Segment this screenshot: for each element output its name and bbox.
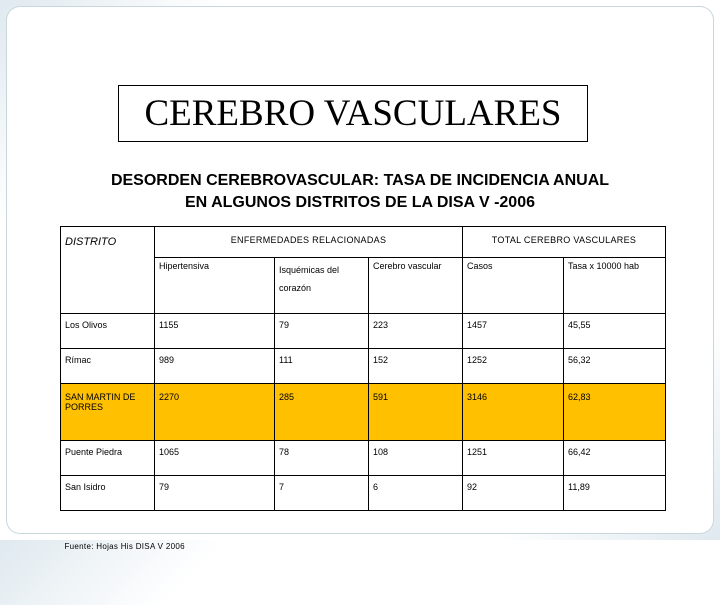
table-row	[61, 349, 666, 384]
title-box	[118, 85, 588, 142]
header-total: TOTAL CEREBRO VASCULARES	[463, 227, 666, 258]
cell-casos: 92	[463, 476, 564, 511]
cell-casos: 1252	[463, 349, 564, 384]
subheader-isquemicas: Isquémicas del corazón	[275, 258, 369, 314]
subheader-cerebro: Cerebro vascular	[369, 258, 463, 314]
cell-hipertensiva: 989	[155, 349, 275, 384]
cell-hipertensiva: 2270	[155, 384, 275, 441]
cell-distrito: San Isidro	[61, 476, 155, 511]
cell-cerebro: 223	[369, 314, 463, 349]
cell-cerebro: 6	[369, 476, 463, 511]
cell-casos: 1457	[463, 314, 564, 349]
cell-hipertensiva: 1155	[155, 314, 275, 349]
cell-tasa: 62,83	[564, 384, 666, 441]
cell-distrito: Los Olivos	[61, 314, 155, 349]
cell-tasa: 66,42	[564, 441, 666, 476]
cell-hipertensiva: 1065	[155, 441, 275, 476]
subtitle-line-2: EN ALGUNOS DISTRITOS DE LA DISA V -2006	[0, 194, 720, 212]
table-header-row	[61, 227, 666, 258]
header-enfermedades: ENFERMEDADES RELACIONADAS	[155, 227, 463, 258]
cell-isquemicas: 285	[275, 384, 369, 441]
cell-tasa: 11,89	[564, 476, 666, 511]
cell-isquemicas: 111	[275, 349, 369, 384]
cell-distrito: Puente Piedra	[61, 441, 155, 476]
table-row	[61, 441, 666, 476]
cell-distrito: Rímac	[61, 349, 155, 384]
cell-distrito: SAN MARTIN DE PORRES	[61, 384, 155, 441]
table-row-highlighted	[61, 384, 666, 441]
cell-hipertensiva: 79	[155, 476, 275, 511]
cell-casos: 3146	[463, 384, 564, 441]
cell-isquemicas: 7	[275, 476, 369, 511]
cell-isquemicas: 78	[275, 441, 369, 476]
cell-isquemicas: 79	[275, 314, 369, 349]
subheader-hipertensiva: Hipertensiva	[155, 258, 275, 314]
cell-cerebro: 152	[369, 349, 463, 384]
subheader-tasa: Tasa x 10000 hab	[564, 258, 666, 314]
source-footnote: Fuente: Hojas His DISA V 2006	[65, 542, 185, 551]
cell-tasa: 45,55	[564, 314, 666, 349]
cell-casos: 1251	[463, 441, 564, 476]
subheader-casos: Casos	[463, 258, 564, 314]
table-footnote-row	[61, 511, 666, 605]
table-row	[61, 476, 666, 511]
subtitle-line-1: DESORDEN CEREBROVASCULAR: TASA DE INCIDENCIA ANUAL	[0, 172, 720, 190]
cell-tasa: 56,32	[564, 349, 666, 384]
header-distrito: DISTRITO	[61, 227, 155, 314]
slide-title: CEREBRO VASCULARES	[144, 92, 561, 135]
cell-cerebro: 591	[369, 384, 463, 441]
cell-cerebro: 108	[369, 441, 463, 476]
table-row	[61, 314, 666, 349]
incidence-table	[60, 226, 666, 605]
